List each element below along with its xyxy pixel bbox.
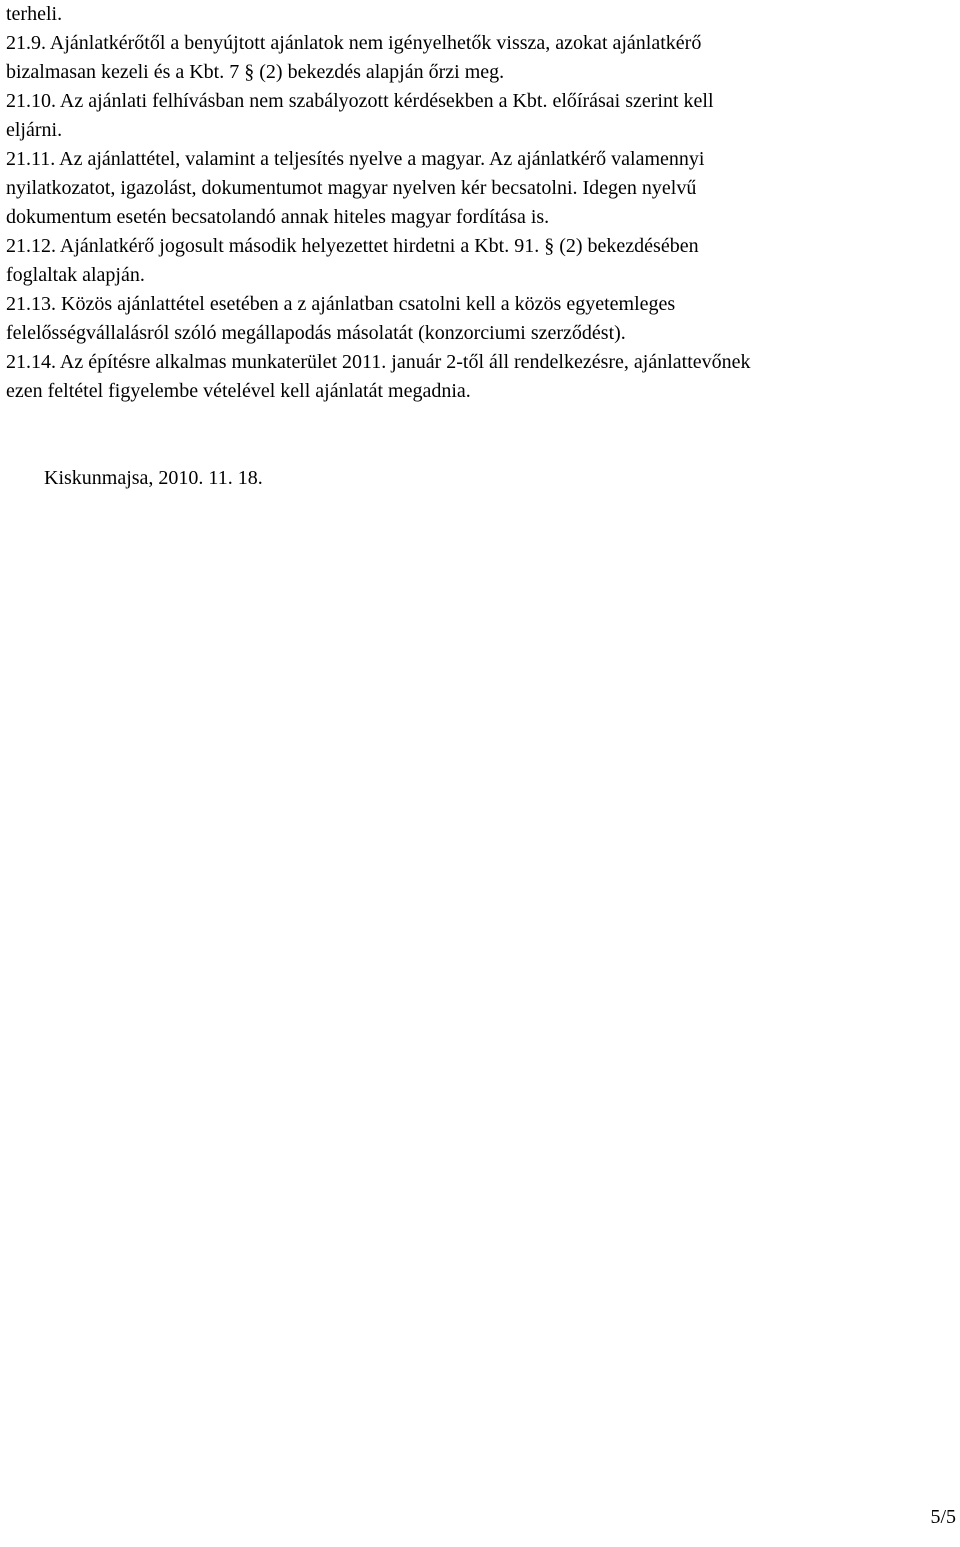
text-line: 21.12. Ajánlatkérő jogosult második helyezettet hirdetni a Kbt. 91. § (2) bekezdésében	[6, 235, 699, 257]
text-line: terheli.	[6, 3, 63, 25]
page-number: 5/5	[930, 1506, 956, 1528]
text-line: 21.9. Ajánlatkérőtől a benyújtott ajánlatok nem igényelhetők vissza, azokat ajánlatkérő	[6, 32, 702, 54]
text-line: 21.11. Az ajánlattétel, valamint a teljesítés nyelve a magyar. Az ajánlatkérő valamennyi	[6, 148, 705, 170]
text-line: 21.14. Az építésre alkalmas munkaterület 2011. január 2-től áll rendelkezésre, ajánlattevőnek	[6, 351, 751, 373]
text-line: 21.10. Az ajánlati felhívásban nem szabályozott kérdésekben a Kbt. előírásai szerint kell	[6, 90, 714, 112]
text-line: nyilatkozatot, igazolást, dokumentumot magyar nyelven kér becsatolni. Idegen nyelvű	[6, 177, 697, 199]
text-line: felelősségvállalásról szóló megállapodás másolatát (konzorciumi szerződést).	[6, 322, 626, 344]
text-line: foglaltak alapján.	[6, 264, 145, 286]
text-line: bizalmasan kezeli és a Kbt. 7 § (2) bekezdés alapján őrzi meg.	[6, 61, 505, 83]
text-line: 21.13. Közös ajánlattétel esetében a z ajánlatban csatolni kell a közös egyetemleges	[6, 293, 676, 315]
place-and-date: Kiskunmajsa, 2010. 11. 18.	[44, 467, 263, 489]
document-page	[6, 0, 956, 493]
text-line: dokumentum esetén becsatolandó annak hiteles magyar fordítása is.	[6, 206, 550, 228]
blank-spacer	[6, 406, 956, 464]
text-line: ezen feltétel figyelembe vételével kell ajánlatát megadnia.	[6, 380, 471, 402]
text-line: eljárni.	[6, 119, 63, 141]
